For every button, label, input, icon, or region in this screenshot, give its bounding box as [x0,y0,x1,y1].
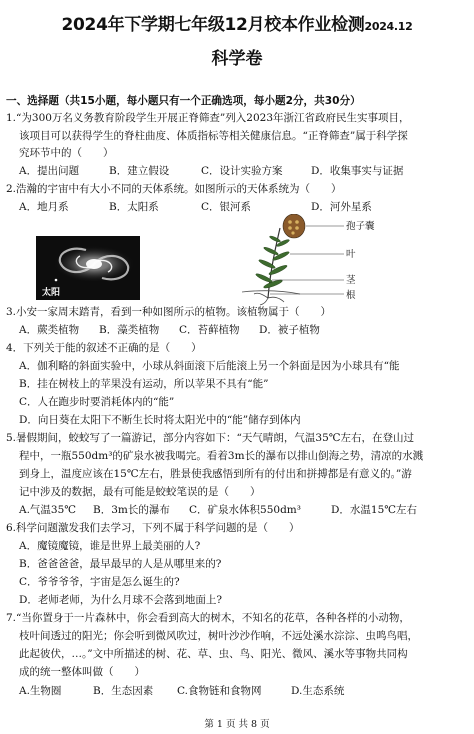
q5-line-4: 记中涉及的数据，最有可能是蛟蛟笔误的是（ ） [19,486,261,498]
q1-option-c: C．设计实验方案 [201,165,283,177]
q5-line-2: 程中，一瓶550dm³的矿泉水被我喝完。看着3m长的瀑布以排山倒海之势，清凉的水溅 [19,450,424,462]
sun-marker [55,279,58,282]
sporangia-inset [283,214,305,238]
label-stem: 茎 [346,275,356,286]
q5-line-3: 到身上，温度应该在15℃左右，胜景使我感悟到所有的付出和拼搏都是有意义的。”游 [19,468,412,480]
q1-option-a: A．提出问题 [19,165,80,177]
q3-line-1: 3.小安一家周末踏青，看到一种如图所示的植物。该植物属于（ ） [6,306,332,318]
fern-plant [242,228,300,305]
q1-option-b: B．建立假设 [109,165,170,177]
q1-line-3: 究环节中的（ ） [19,147,114,159]
galaxy-figure [36,236,140,300]
q3-option-d: D．被子植物 [259,324,320,336]
q5-options [19,505,417,516]
q5-option-d: D．水温15℃左右 [331,504,418,516]
label-root: 根 [346,290,356,301]
galaxy-label: 太阳 [42,288,61,298]
q2-options [19,202,372,213]
q4-option-a: A．伽利略的斜面实验中，小球从斜面滚下后能滚上另一个斜面是因为小球具有“能 [19,360,400,372]
q5-option-c: C．矿泉水体积550dm³ [189,504,301,516]
q2-line-1: 2.浩瀚的宇宙中有大小不同的天体系统。如图所示的天体系统为（ ） [6,183,342,195]
q6-option-d: D．老师老师，为什么月球不会落到地面上? [19,594,223,606]
q6-option-b: B．爸爸爸爸，最早最早的人是从哪里来的? [19,558,222,570]
q4-option-c: C．人在跑步时要消耗体内的“能” [19,396,175,408]
q7-option-a: A.生物圈 [19,685,62,697]
q1-option-d: D．收集事实与证据 [311,165,404,177]
q5-option-a: A.气温35℃ [19,504,77,516]
exam-title [0,10,474,35]
q4-line-1: 4．下列关于能的叙述不正确的是（ ） [6,342,202,354]
q3-option-c: C．苔藓植物 [179,324,240,336]
q1-options [19,166,403,177]
q2-option-c: C．银河系 [201,201,252,213]
q7-option-c: C.食物链和食物网 [177,685,262,697]
q5-line-1: 5.暑假期间，蛟蛟写了一篇游记，部分内容如下：“天气晴朗，气温35℃左右，在登山过 [6,432,414,444]
fern-figure [240,214,430,306]
q2-option-a: A．地月系 [19,201,69,213]
q7-options [19,686,344,697]
fern-roots [254,293,284,305]
q7-line-4: 成的统一整体叫做（ ） [19,666,145,678]
q3-option-a: A．蕨类植物 [19,324,80,336]
q3-option-b: B．藻类植物 [99,324,160,336]
q6-line-1: 6.科学问题激发我们去学习，下列不属于科学问题的是（ ） [6,522,300,534]
label-leaf: 叶 [346,249,356,260]
exam-date: 2024.12 [364,20,413,33]
page-footer: 第 1 页 共 8 页 [204,719,270,730]
q4-option-b: B．挂在树枝上的苹果没有运动，所以苹果不具有“能” [19,378,269,390]
q6-option-c: C．爷爷爷爷，宇宙是怎么诞生的? [19,576,180,588]
fern-rhizome [242,291,300,294]
q2-option-b: B．太阳系 [109,201,159,213]
q2-option-d: D．河外星系 [311,201,372,213]
q1-line-1: 1.“为300万名义务教育阶段学生开展正脊筛查”列入2023年浙江省政府民生实事项目， [6,112,410,124]
q7-line-2: 枝叶间透过的阳光；你会听到微风吹过，树叶沙沙作响，不远处溪水淙淙、虫鸣鸟唱， [19,630,418,642]
galaxy-spiral [54,246,134,282]
q3-options [19,325,320,336]
q7-option-b: B．生态因素 [93,685,154,697]
q7-line-1: 7.“当你置身于一片森林中，你会看到高大的树木，不知名的花草，各种各样的小动物， [6,612,410,624]
q6-option-a: A．魔镜魔镜，谁是世界上最美丽的人? [19,540,201,552]
label-sporangium: 孢子囊 [346,221,375,232]
exam-subject: 科学卷 [211,49,263,69]
section-heading: 一、选择题（共15小题，每小题只有一个正确选项，每小题2分，共30分） [6,95,361,107]
q7-line-3: 此起彼伏，…。”文中所描述的树、花、草、虫、鸟、阳光、微风、溪水等事物共同构 [19,648,408,660]
q5-option-b: B．3m长的瀑布 [93,504,170,516]
exam-title-text: 2024年下学期七年级12月校本作业检测 [61,15,365,35]
fern-leader-lines [270,226,344,294]
q1-line-2: 该项目可以获得学生的脊柱曲度、体质指标等相关健康信息。“正脊筛查”属于科学探 [19,130,408,142]
q7-option-d: D.生态系统 [291,685,345,697]
q4-option-d: D．向日葵在太阳下不断生长时将太阳光中的“能”储存到体内 [19,414,301,426]
